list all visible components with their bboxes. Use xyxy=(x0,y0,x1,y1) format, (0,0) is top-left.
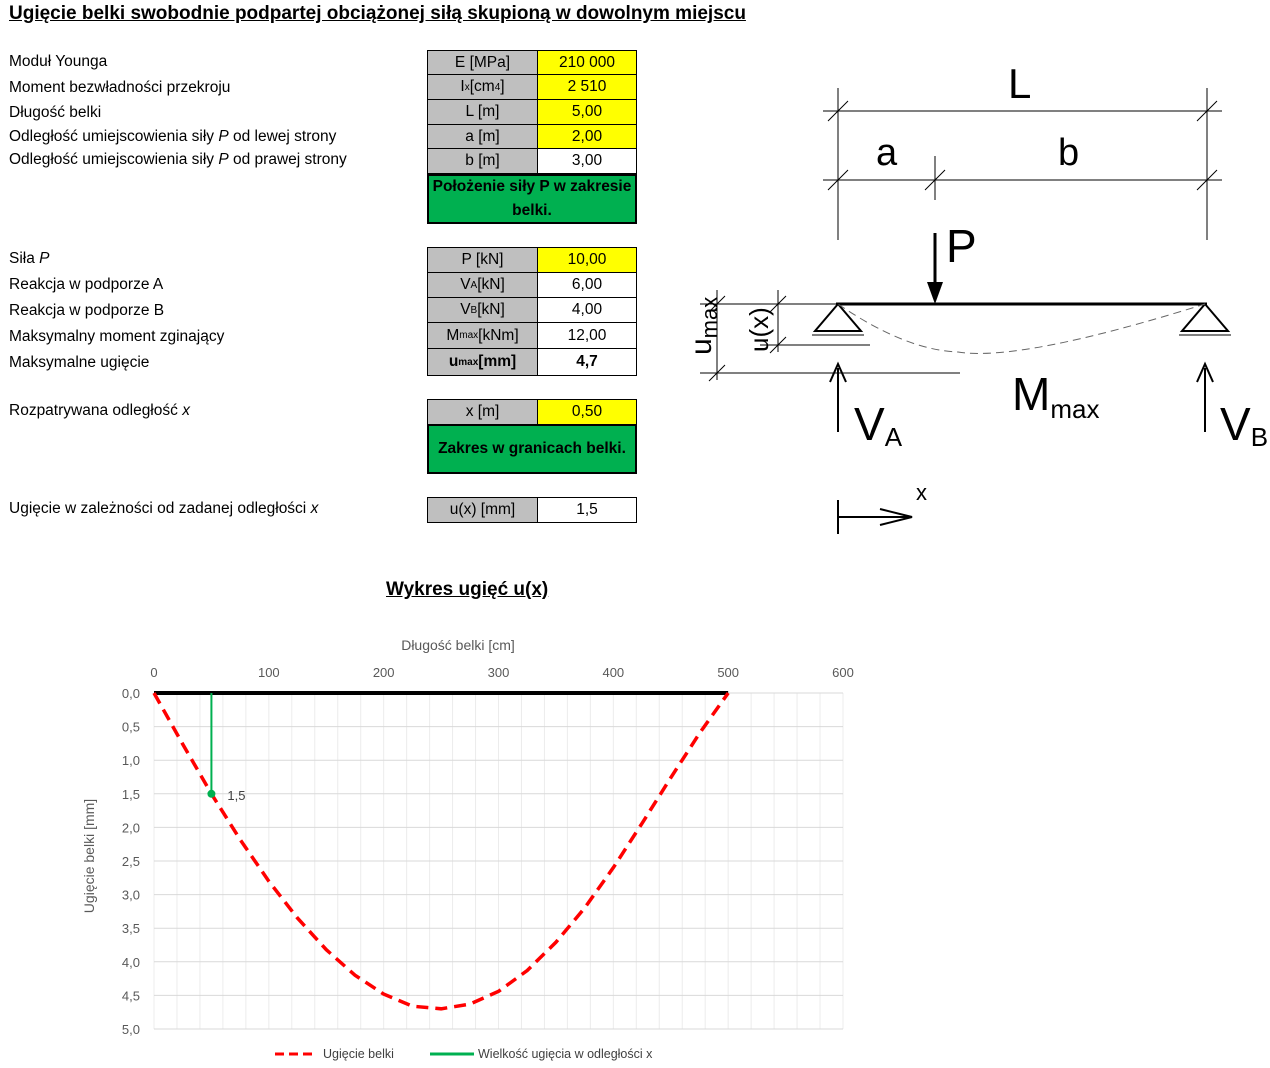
support-B-icon xyxy=(1182,304,1228,331)
label-max-deflection: Maksymalne ugięcie xyxy=(9,354,150,371)
y-tick-label: 2,5 xyxy=(121,854,140,869)
y-tick-label: 0,0 xyxy=(121,686,140,701)
y-tick-label: 0,5 xyxy=(121,719,140,735)
status-x-range: Zakres w granicach belki. xyxy=(427,424,637,474)
label-distance-right: Odległość umiejscowienia siły P od prawej strony xyxy=(9,151,347,168)
unit-Mmax: M max [kNm] xyxy=(427,322,538,349)
unit-a: a [m] xyxy=(427,124,538,149)
input-a[interactable]: 2,00 xyxy=(537,124,637,149)
input-Ix[interactable]: 2 510 xyxy=(537,74,637,100)
y-tick-label: 1,5 xyxy=(121,786,140,802)
unit-VB: V B [kN] xyxy=(427,297,538,323)
y-tick-label: 4,0 xyxy=(121,954,140,970)
input-E[interactable]: 210 000 xyxy=(537,50,637,75)
dim-label-L: L xyxy=(1008,60,1032,107)
input-L[interactable]: 5,00 xyxy=(537,99,637,125)
unit-L: L [m] xyxy=(427,99,538,125)
x-tick-label: 0 xyxy=(150,665,158,680)
reaction-label-A: VA xyxy=(854,398,903,452)
value-ux: 1,5 xyxy=(537,497,637,523)
value-VA: 6,00 xyxy=(537,272,637,298)
unit-Ix: I x [cm 4 ] xyxy=(427,74,538,100)
unit-umax: u max [mm] xyxy=(427,348,538,376)
deflected-shape xyxy=(838,304,1205,353)
unit-x: x [m] xyxy=(427,399,538,425)
value-VB: 4,00 xyxy=(537,297,637,323)
input-x[interactable]: 0,50 xyxy=(537,399,637,425)
chart-title: Wykres ugięć u(x) xyxy=(386,579,549,600)
dim-label-umax: $u_{max}$ xyxy=(685,296,722,355)
reaction-label-B: VB xyxy=(1220,398,1269,452)
x-tick-label: 400 xyxy=(602,665,625,680)
label-max-moment: Maksymalny moment zginający xyxy=(9,328,225,345)
label-reaction-B: Reakcja w podporze B xyxy=(9,302,165,319)
x-axis-label: x xyxy=(916,480,927,505)
dim-label-ux: u(x) xyxy=(744,307,774,352)
value-umax: 4,7 xyxy=(537,348,637,376)
label-considered-distance: Rozpatrywana odległość x xyxy=(9,402,190,419)
unit-VA: V A [kN] xyxy=(427,272,538,298)
page-title: Ugięcie belki swobodnie podpartej obciążonej siłą skupioną w dowolnym miejscu xyxy=(9,3,746,24)
chart-x-axis-title: Długość belki [cm] xyxy=(401,637,515,653)
value-Mmax: 12,00 xyxy=(537,322,637,349)
dim-label-a: a xyxy=(876,132,898,174)
label-beam-length: Długość belki xyxy=(9,104,102,121)
label-distance-left: Odległość umiejscowienia siły P od lewej strony xyxy=(9,128,337,145)
y-tick-label: 1,0 xyxy=(121,753,140,769)
x-tick-label: 600 xyxy=(832,665,854,680)
dim-label-b: b xyxy=(1058,132,1080,174)
value-b: 3,00 xyxy=(537,148,637,174)
legend-label-curve: Ugięcie belki xyxy=(323,1047,394,1061)
label-reaction-A: Reakcja w podporze A xyxy=(9,276,164,293)
y-tick-label: 5,0 xyxy=(121,1022,140,1037)
x-tick-label: 100 xyxy=(257,665,280,680)
deflection-chart xyxy=(60,625,880,1068)
x-tick-label: 300 xyxy=(487,665,510,680)
label-youngs-modulus: Moduł Younga xyxy=(9,53,108,70)
y-tick-label: 3,5 xyxy=(121,921,140,937)
input-P[interactable]: 10,00 xyxy=(537,247,637,273)
x-tick-label: 500 xyxy=(717,665,740,680)
data-label-deflection-at-x: 1,5 xyxy=(227,787,246,803)
label-deflection-at-x: Ugięcie w zależności od zadanej odległości x xyxy=(9,500,319,517)
point-deflection-at-x xyxy=(207,790,215,798)
unit-E: E [MPa] xyxy=(427,50,538,75)
label-force: Siła P xyxy=(9,250,50,267)
support-A-icon xyxy=(815,304,861,331)
moment-label: Mmax xyxy=(1012,368,1100,424)
y-tick-label: 2,0 xyxy=(121,820,140,836)
y-tick-label: 3,0 xyxy=(121,887,140,903)
force-arrow-icon xyxy=(927,282,943,304)
label-moment-of-inertia: Moment bezwładności przekroju xyxy=(9,79,231,96)
force-label-P: P xyxy=(946,220,977,272)
status-force-position: Położenie siły P w zakresie belki. xyxy=(427,174,637,224)
unit-ux: u(x) [mm] xyxy=(427,497,538,523)
y-tick-label: 4,5 xyxy=(121,988,140,1004)
legend-label-marker: Wielkość ugięcia w odległości x xyxy=(478,1047,653,1061)
unit-b: b [m] xyxy=(427,148,538,174)
chart-y-axis-title: Ugięcie belki [mm] xyxy=(81,798,97,914)
x-tick-label: 200 xyxy=(372,665,395,680)
beam-diagram xyxy=(670,60,1270,550)
unit-P: P [kN] xyxy=(427,247,538,273)
